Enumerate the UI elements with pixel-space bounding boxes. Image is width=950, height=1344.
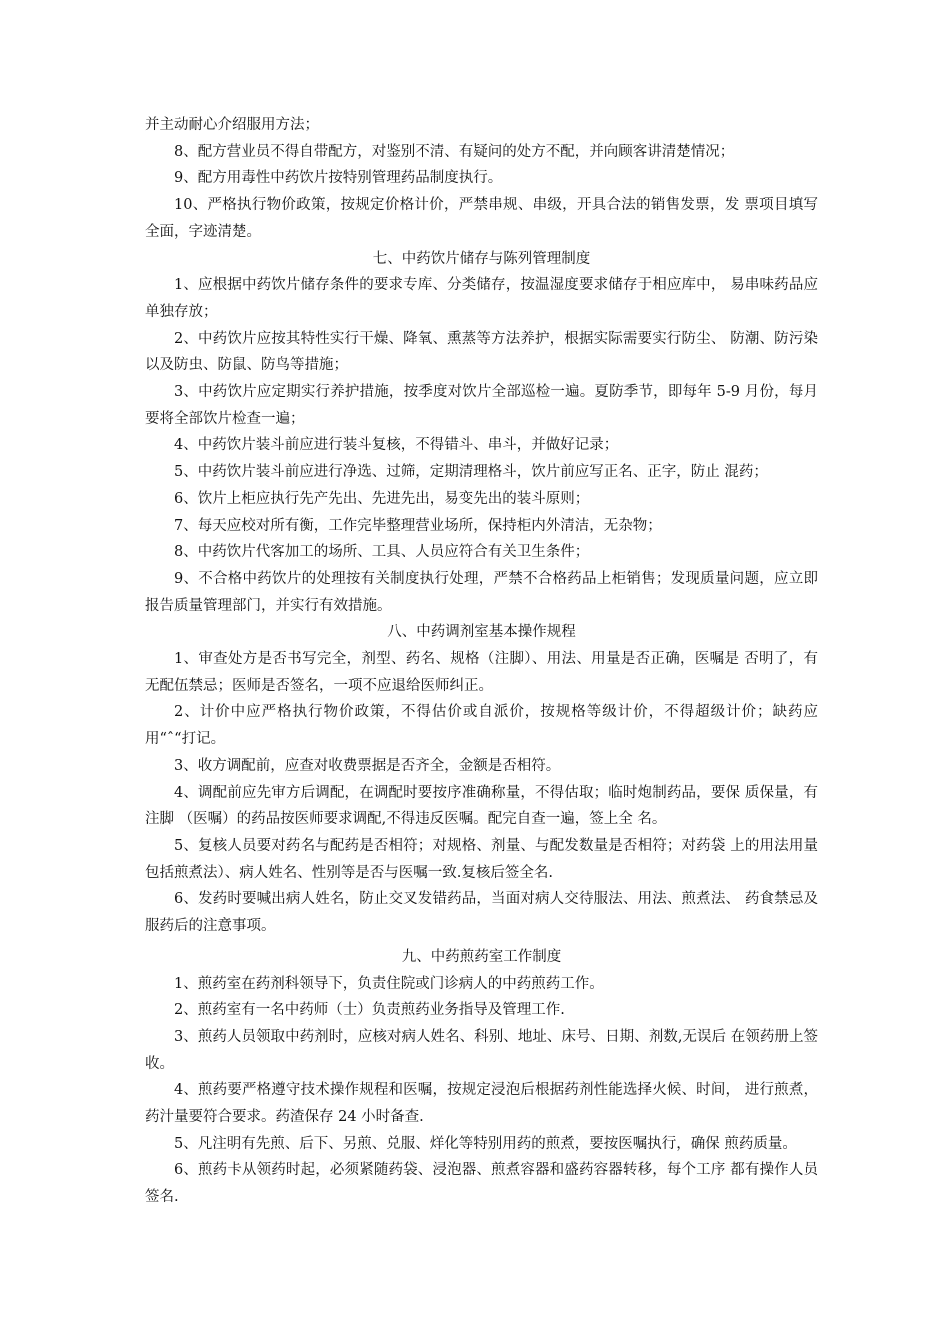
sec8-item-5: 5、复核人员要对药名与配药是否相符；对规格、剂量、与配发数量是否相符；对药袋 上的用法用量包括煎煮法）、病人姓名、性别等是否与医嘱一致.复核后签全名. xyxy=(145,837,818,881)
sec8-item-1: 1、审查处方是否书写完全，剂型、药名、规格（注脚）、用法、用量是否正确，医嘱是 否明了，有无配伍禁忌；医师是否签名，一项不应退给医师纠正。 xyxy=(145,651,818,694)
sec7-item-2: 2、中药饮片应按其特性实行干燥、降氧、熏蒸等方法养护，根据实际需要实行防尘、 防潮、防污染以及防虫、防鼠、防鸟等措施； xyxy=(145,330,818,374)
section-9-heading: 九、中药煎药室工作制度 xyxy=(401,948,562,965)
sec6-item-9: 9、配方用毒性中药饮片按特别管理药品制度执行。 xyxy=(174,170,503,187)
sec7-item-6: 6、饮片上柜应执行先产先出、先进先出，易变先出的装斗原则； xyxy=(174,490,590,507)
document-page xyxy=(145,112,818,1211)
section-7-heading: 七、中药饮片储存与陈列管理制度 xyxy=(372,250,591,267)
sec6-item-10: 10、严格执行物价政策，按规定价格计价，严禁串规、串级，开具合法的销售发票，发 票项目填写全面，字迹清楚。 xyxy=(145,197,818,240)
paragraph-intro-tail: 并主动耐心介绍服用方法； xyxy=(145,117,319,133)
sec8-item-6: 6、发药时要喊出病人姓名，防止交叉发错药品，当面对病人交待服法、用法、煎煮法、 药食禁忌及服药后的注意事项。 xyxy=(145,891,818,935)
sec6-item-8: 8、配方营业员不得自带配方，对鉴别不清、有疑问的处方不配，并向顾客讲清楚情况； xyxy=(174,143,735,160)
sec7-item-7: 7、每天应校对所有衡，工作完毕整理营业场所，保持柜内外清洁，无杂物； xyxy=(174,517,662,534)
sec7-item-3: 3、中药饮片应定期实行养护措施，按季度对饮片全部巡检一遍。夏防季节，即每年 5-9 月份，每月要将全部饮片检查一遍； xyxy=(145,384,818,427)
sec7-item-1: 1、应根据中药饮片储存条件的要求专库、分类储存，按温湿度要求储存于相应库中， 易串味药品应单独存放； xyxy=(145,277,818,320)
section-8-heading: 八、中药调剂室基本操作规程 xyxy=(387,624,576,641)
sec8-item-3: 3、收方调配前，应查对收费票据是否齐全，金额是否相符。 xyxy=(174,757,561,774)
sec9-item-6: 6、煎药卡从领药时起，必须紧随药袋、浸泡器、煎煮容器和盛药容器转移，每个工序 都有操作人员签名. xyxy=(145,1162,818,1206)
sec7-item-5: 5、中药饮片装斗前应进行净选、过筛，定期清理格斗，饮片前应写正名、正字，防止 混药； xyxy=(174,464,768,481)
sec9-item-3: 3、煎药人员领取中药剂时，应核对病人姓名、科别、地址、床号、日期、剂数,无误后 在领药册上签收。 xyxy=(145,1028,818,1072)
sec7-item-4: 4、中药饮片装斗前应进行装斗复核，不得错斗、串斗，并做好记录； xyxy=(174,437,619,454)
sec8-item-2: 2、计价中应严格执行物价政策，不得估价或自派价，按规格等级计价，不得超级计价；缺药应用“ˆ“打记。 xyxy=(145,704,818,748)
sec9-item-4: 4、煎药要严格遵守技术操作规程和医嘱，按规定浸泡后根据药剂性能选择火候、时间， 进行煎煮，药汁量要符合要求。药渣保存 24 小时备查. xyxy=(145,1082,818,1126)
sec7-item-9: 9、不合格中药饮片的处理按有关制度执行处理，严禁不合格药品上柜销售；发现质量问题，应立即报告质量管理部门，并实行有效措施。 xyxy=(145,570,818,614)
sec9-item-2: 2、煎药室有一名中药师（士）负责煎药业务指导及管理工作. xyxy=(174,1002,565,1019)
sec8-item-4: 4、调配前应先审方后调配，在调配时要按序准确称量，不得估取；临时炮制药品，要保 质保量，有注脚 （医嘱）的药品按医师要求调配,不得违反医嘱。配完自查一遍，签上全 名。 xyxy=(145,784,818,828)
sec9-item-1: 1、煎药室在药剂科领导下，负责住院或门诊病人的中药煎药工作。 xyxy=(174,975,604,992)
sec9-item-5: 5、凡注明有先煎、后下、另煎、兑服、烊化等特别用药的煎煮，要按医嘱执行，确保 煎药质量。 xyxy=(174,1135,797,1152)
sec7-item-8: 8、中药饮片代客加工的场所、工具、人员应符合有关卫生条件； xyxy=(174,544,590,561)
